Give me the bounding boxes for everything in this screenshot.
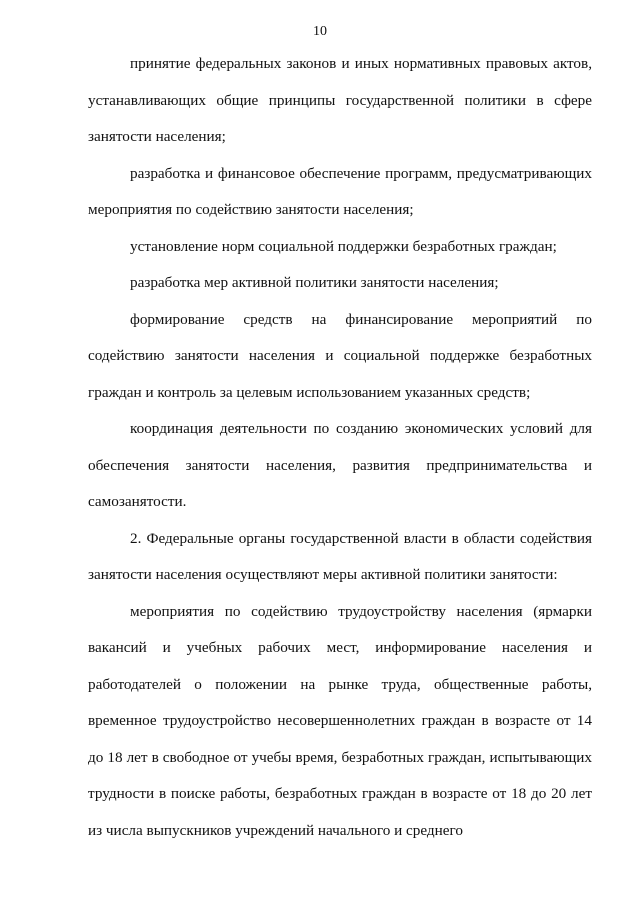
paragraph-coordination: координация деятельности по созданию экономических условий для обеспечения занятости населения, развития предпринимательства и самозанятости. (88, 420, 592, 510)
paragraph-program-funding: разработка и финансовое обеспечение программ, предусматривающих мероприятия по содействию занятости населения; (88, 164, 592, 218)
paragraph-federal-bodies: 2. Федеральные органы государственной власти в области содействия занятости населения осуществляют меры активной политики занятости: (88, 529, 592, 583)
paragraph-social-support-norms: установление норм социальной поддержки безработных граждан; (130, 237, 557, 255)
paragraph-funds-formation: формирование средств на финансирование мероприятий по содействию занятости населения и социальной поддержке безработных граждан и контроль за целевым использованием указанных средств; (88, 310, 592, 401)
paragraph-federal-laws: принятие федеральных законов и иных нормативных правовых актов, устанавливающих общие принципы государственной политики в сфере занятости населения; (88, 55, 592, 145)
paragraph-employment-measures: мероприятия по содействию трудоустройству населения (ярмарки вакансий и учебных рабочих мест, информирование населения и работодателей о положении на рынке труда, общественные работы, временное трудоустройство несовершеннолетних граждан в возрасте от 14 до 18 лет в свободное от учебы время, безработных граждан, испытывающих трудности в поиске работы, безработных граждан в возрасте от 18 до 20 лет из числа выпускников учреждений начального и среднего (88, 602, 592, 839)
paragraph-active-policy-measures: разработка мер активной политики занятости населения; (130, 274, 499, 291)
page-number: 10 (313, 24, 327, 39)
document-body (88, 46, 592, 849)
